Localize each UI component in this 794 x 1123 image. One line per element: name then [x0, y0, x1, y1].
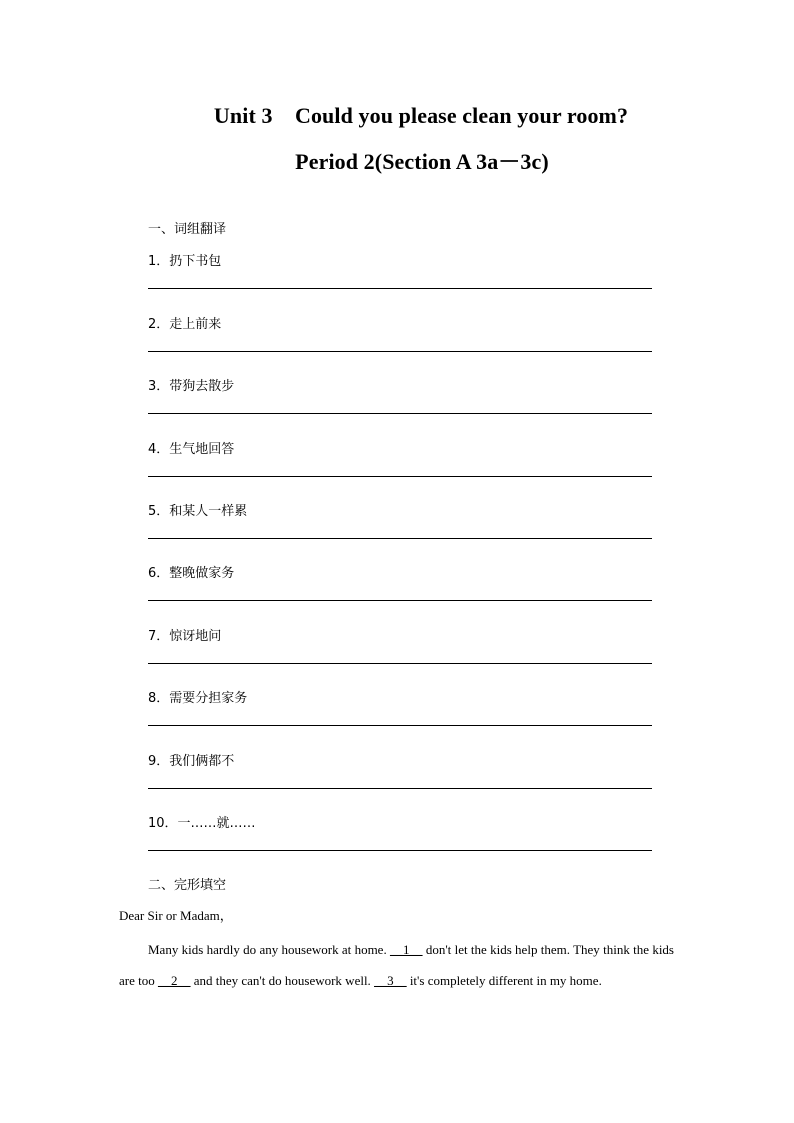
translation-item-label: 10．一……就…… — [148, 816, 256, 831]
translation-item — [148, 812, 652, 862]
translation-item — [148, 562, 652, 612]
cloze-paragraph — [119, 934, 674, 996]
translation-item-label: 5．和某人一样累 — [148, 504, 248, 519]
translation-item-label: 1．扔下书包 — [148, 254, 222, 269]
translation-item — [148, 375, 652, 425]
translation-item-label: 2．走上前来 — [148, 317, 222, 332]
page-subtitle: Period 2(Section A 3a－3c) — [295, 149, 549, 174]
translation-item — [148, 625, 652, 675]
answer-line — [148, 413, 652, 414]
translation-item — [148, 750, 652, 800]
answer-line — [148, 725, 652, 726]
translation-item — [148, 687, 652, 737]
cloze-text: Many kids hardly do any housework at home. — [148, 942, 391, 957]
answer-line — [148, 538, 652, 539]
cloze-blank-3: __3__ — [374, 973, 407, 988]
section-heading-cloze: 二、完形填空 — [148, 878, 227, 893]
answer-line — [148, 788, 652, 789]
translation-item-label: 7．惊讶地问 — [148, 629, 222, 644]
translation-item-label: 6．整晚做家务 — [148, 566, 235, 581]
translation-item-label: 4．生气地回答 — [148, 442, 235, 457]
translation-item-label: 9．我们俩都不 — [148, 754, 235, 769]
answer-line — [148, 476, 652, 477]
cloze-text: and they can't do housework well. — [190, 973, 375, 988]
cloze-blank-1: __1__ — [390, 942, 423, 957]
section-heading-translation: 一、词组翻译 — [148, 222, 227, 237]
answer-line — [148, 600, 652, 601]
answer-line — [148, 288, 652, 289]
translation-item — [148, 438, 652, 488]
translation-item-label: 8．需要分担家务 — [148, 691, 248, 706]
answer-line — [148, 663, 652, 664]
translation-item — [148, 313, 652, 363]
letter-salutation: Dear Sir or Madam， — [119, 908, 233, 923]
cloze-text: it's completely different in my home. — [406, 973, 602, 988]
page-title: Unit 3 Could you please clean your room? — [213, 103, 629, 128]
translation-item-label: 3．带狗去散步 — [148, 379, 235, 394]
translation-item — [148, 500, 652, 550]
cloze-text: don't let the kids help them. They think the kids are too — [119, 942, 674, 988]
answer-line — [148, 850, 652, 851]
translation-item — [148, 250, 652, 300]
cloze-blank-2: __2__ — [157, 973, 191, 988]
answer-line — [148, 351, 652, 352]
